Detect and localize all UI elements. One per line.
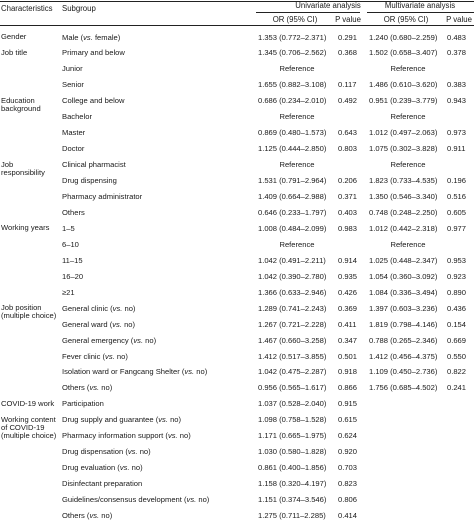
multivariate-p-value: 0.822 <box>447 367 467 377</box>
univariate-p-value: 0.624 <box>338 431 358 441</box>
multivariate-or-ci: 1.756 (0.685–4.502) <box>369 383 438 393</box>
univariate-or-ci: 1.345 (0.706–2.562) <box>258 48 327 58</box>
univariate-or-ci: 1.366 (0.633–2.946) <box>258 287 327 297</box>
univariate-or-ci: 1.267 (0.721–2.228) <box>258 319 327 329</box>
univariate-or-ci: 1.275 (0.711–2.285) <box>258 511 326 520</box>
subgroup-label: 1–5 <box>62 223 75 233</box>
subgroup-label: 16–20 <box>62 271 84 281</box>
subgroup-label: Pharmacy information support (vs. no) <box>62 431 191 441</box>
multivariate-reference: Reference <box>390 64 426 74</box>
univariate-or-ci: 1.409 (0.664–2.988) <box>258 192 327 201</box>
univariate-or-ci: 1.125 (0.444–2.850) <box>258 144 327 154</box>
subgroup-label: Bachelor <box>62 112 92 122</box>
subgroup-label: Others (vs. no) <box>62 383 113 393</box>
subgroup-label: Senior <box>62 80 84 90</box>
univariate-or-ci: 1.171 (0.665–1.975) <box>258 431 327 441</box>
subgroup-label: Master <box>62 128 86 138</box>
header-characteristics: Characteristics <box>1 4 53 13</box>
univariate-or-ci: 1.037 (0.528–2.040) <box>258 399 327 409</box>
header-bottom-rule <box>0 25 474 26</box>
multivariate-reference: Reference <box>390 112 426 122</box>
characteristic-label: Job responsibility <box>1 159 45 177</box>
multivariate-p-value: 0.977 <box>447 223 467 233</box>
univariate-p-value: 0.920 <box>338 447 358 457</box>
multivariate-p-value: 0.911 <box>447 144 466 154</box>
header-multi-or: OR (95% CI) <box>383 14 429 24</box>
multivariate-rule <box>367 12 474 13</box>
multivariate-or-ci: 1.350 (0.546–3.340) <box>369 192 438 201</box>
subgroup-label: 11–15 <box>62 255 83 265</box>
characteristic-label: Job title <box>1 47 28 57</box>
header-multivariate: Multivariate analysis <box>384 1 456 10</box>
univariate-or-ci: 1.042 (0.491–2.211) <box>258 255 326 265</box>
multivariate-p-value: 0.378 <box>447 48 467 58</box>
multivariate-p-value: 0.383 <box>447 80 467 90</box>
univariate-p-value: 0.371 <box>338 192 358 201</box>
univariate-reference: Reference <box>279 160 315 170</box>
univariate-p-value: 0.915 <box>338 399 358 409</box>
subgroup-label: Others (vs. no) <box>62 511 113 520</box>
subgroup-label: 6–10 <box>62 239 79 249</box>
univariate-or-ci: 0.646 (0.233–1.797) <box>258 207 327 217</box>
subgroup-label: General emergency (vs. no) <box>62 335 157 345</box>
multivariate-or-ci: 1.109 (0.450–2.736) <box>369 367 438 377</box>
subgroup-label: Isolation ward or Fangcang Shelter (vs. no) <box>62 367 208 377</box>
multivariate-or-ci: 1.823 (0.733–4.535) <box>369 176 438 186</box>
multivariate-p-value: 0.890 <box>447 287 467 297</box>
univariate-or-ci: 1.467 (0.660–3.258) <box>258 335 327 345</box>
subgroup-label: College and below <box>62 96 125 106</box>
univariate-p-value: 0.368 <box>338 48 358 58</box>
multivariate-or-ci: 1.012 (0.497–2.063) <box>369 128 438 138</box>
multivariate-p-value: 0.483 <box>447 32 467 42</box>
multivariate-or-ci: 1.240 (0.680–2.259) <box>369 32 438 42</box>
multivariate-or-ci: 1.412 (0.456–4.375) <box>369 351 438 361</box>
header-univariate: Univariate analysis <box>295 1 361 10</box>
characteristic-label: Education background <box>1 95 41 113</box>
univariate-p-value: 0.411 <box>338 319 357 329</box>
subgroup-label: Disinfectant preparation <box>62 479 143 489</box>
multivariate-p-value: 0.669 <box>447 335 467 345</box>
multivariate-or-ci: 1.025 (0.448–2.347) <box>369 255 438 265</box>
multivariate-p-value: 0.436 <box>447 303 467 313</box>
univariate-p-value: 0.347 <box>338 335 358 345</box>
subgroup-label: Junior <box>62 64 83 74</box>
multivariate-or-ci: 1.486 (0.610–3.620) <box>369 80 438 90</box>
univariate-p-value: 0.935 <box>338 271 358 281</box>
subgroup-label: Drug evaluation (vs. no) <box>62 463 143 473</box>
multivariate-reference: Reference <box>390 239 426 249</box>
univariate-or-ci: 1.353 (0.772–2.371) <box>258 32 327 42</box>
multivariate-or-ci: 1.012 (0.442–2.318) <box>369 223 438 233</box>
univariate-rule <box>256 12 360 13</box>
characteristic-label: Gender <box>1 32 27 41</box>
multivariate-or-ci: 0.951 (0.239–3.779) <box>369 96 438 106</box>
univariate-reference: Reference <box>279 112 315 122</box>
multivariate-or-ci: 1.819 (0.798–4.146) <box>369 319 438 329</box>
univariate-p-value: 0.703 <box>338 463 358 473</box>
header-multi-p: P value <box>446 14 472 24</box>
subgroup-label: Clinical pharmacist <box>62 160 126 170</box>
subgroup-label: General ward (vs. no) <box>62 319 136 329</box>
subgroup-label: Fever clinic (vs. no) <box>62 351 128 361</box>
univariate-p-value: 0.369 <box>338 303 358 313</box>
subgroup-label: Drug dispensation (vs. no) <box>62 447 151 457</box>
header-uni-or: OR (95% CI) <box>272 14 318 24</box>
univariate-p-value: 0.643 <box>338 128 358 138</box>
multivariate-p-value: 0.953 <box>447 255 467 265</box>
univariate-p-value: 0.823 <box>338 479 358 489</box>
univariate-p-value: 0.806 <box>338 495 358 505</box>
univariate-or-ci: 1.042 (0.390–2.780) <box>258 271 327 281</box>
univariate-p-value: 0.117 <box>338 80 357 90</box>
header-subgroup: Subgroup <box>62 4 96 13</box>
characteristic-label: Working content of COVID-19 (multiple choice) <box>1 414 57 441</box>
multivariate-or-ci: 1.084 (0.336–3.494) <box>369 287 438 297</box>
multivariate-or-ci: 1.502 (0.658–3.407) <box>369 48 438 58</box>
univariate-p-value: 0.803 <box>338 144 358 154</box>
univariate-or-ci: 1.531 (0.791–2.964) <box>258 176 327 186</box>
multivariate-p-value: 0.154 <box>447 319 467 329</box>
univariate-or-ci: 0.869 (0.480–1.573) <box>258 128 327 138</box>
univariate-or-ci: 1.042 (0.475–2.287) <box>258 367 327 377</box>
univariate-or-ci: 1.098 (0.758–1.528) <box>258 415 327 425</box>
multivariate-or-ci: 1.054 (0.360–3.092) <box>369 271 438 281</box>
multivariate-p-value: 0.973 <box>447 128 467 138</box>
univariate-p-value: 0.615 <box>338 415 358 425</box>
univariate-p-value: 0.914 <box>338 255 358 265</box>
univariate-p-value: 0.414 <box>338 511 358 520</box>
univariate-or-ci: 1.655 (0.882–3.108) <box>258 80 327 90</box>
univariate-p-value: 0.492 <box>338 96 358 106</box>
univariate-or-ci: 0.956 (0.565–1.617) <box>258 383 327 393</box>
subgroup-label: Others <box>62 207 85 217</box>
univariate-p-value: 0.501 <box>338 351 358 361</box>
multivariate-or-ci: 0.788 (0.265–2.346) <box>369 335 438 345</box>
subgroup-label: Primary and below <box>62 48 125 58</box>
subgroup-label: Participation <box>62 399 104 409</box>
multivariate-or-ci: 1.397 (0.603–3.236) <box>369 303 438 313</box>
univariate-or-ci: 1.030 (0.580–1.828) <box>258 447 327 457</box>
multivariate-reference: Reference <box>390 160 426 170</box>
univariate-p-value: 0.866 <box>338 383 358 393</box>
univariate-or-ci: 1.412 (0.517–3.855) <box>258 351 327 361</box>
univariate-or-ci: 1.158 (0.320–4.197) <box>258 479 327 489</box>
multivariate-or-ci: 1.075 (0.302–3.828) <box>369 144 438 154</box>
subgroup-label: Drug dispensing <box>62 176 117 186</box>
univariate-or-ci: 1.151 (0.374–3.546) <box>258 495 327 505</box>
multivariate-p-value: 0.605 <box>447 207 467 217</box>
univariate-p-value: 0.403 <box>338 207 358 217</box>
subgroup-label: Guidelines/consensus development (vs. no) <box>62 495 210 505</box>
multivariate-p-value: 0.943 <box>447 96 467 106</box>
univariate-p-value: 0.291 <box>338 32 358 42</box>
multivariate-p-value: 0.923 <box>447 271 467 281</box>
univariate-p-value: 0.426 <box>338 287 358 297</box>
univariate-or-ci: 0.686 (0.234–2.010) <box>258 96 327 106</box>
multivariate-p-value: 0.196 <box>447 176 467 186</box>
subgroup-label: General clinic (vs. no) <box>62 303 136 313</box>
multivariate-p-value: 0.516 <box>447 192 467 201</box>
univariate-p-value: 0.206 <box>338 176 358 186</box>
multivariate-p-value: 0.550 <box>447 351 467 361</box>
header-uni-p: P value <box>335 14 361 24</box>
univariate-p-value: 0.983 <box>338 223 358 233</box>
characteristic-label: Job position (multiple choice) <box>1 303 57 321</box>
subgroup-label: Drug supply and guarantee (vs. no) <box>62 415 182 425</box>
multivariate-or-ci: 0.748 (0.248–2.250) <box>369 207 438 217</box>
subgroup-label: Male (vs. female) <box>62 32 121 42</box>
subgroup-label: ≥21 <box>62 287 75 297</box>
subgroup-label: Pharmacy administrator <box>62 192 143 201</box>
multivariate-p-value: 0.241 <box>447 383 467 393</box>
univariate-reference: Reference <box>279 239 315 249</box>
univariate-or-ci: 0.861 (0.400–1.856) <box>258 463 327 473</box>
subgroup-label: Doctor <box>62 144 85 154</box>
univariate-p-value: 0.918 <box>338 367 358 377</box>
univariate-reference: Reference <box>279 64 315 74</box>
characteristic-label: Working years <box>1 223 50 233</box>
characteristic-label: COVID-19 work <box>1 398 55 408</box>
univariate-or-ci: 1.008 (0.484–2.099) <box>258 223 327 233</box>
univariate-or-ci: 1.289 (0.741–2.243) <box>258 303 327 313</box>
